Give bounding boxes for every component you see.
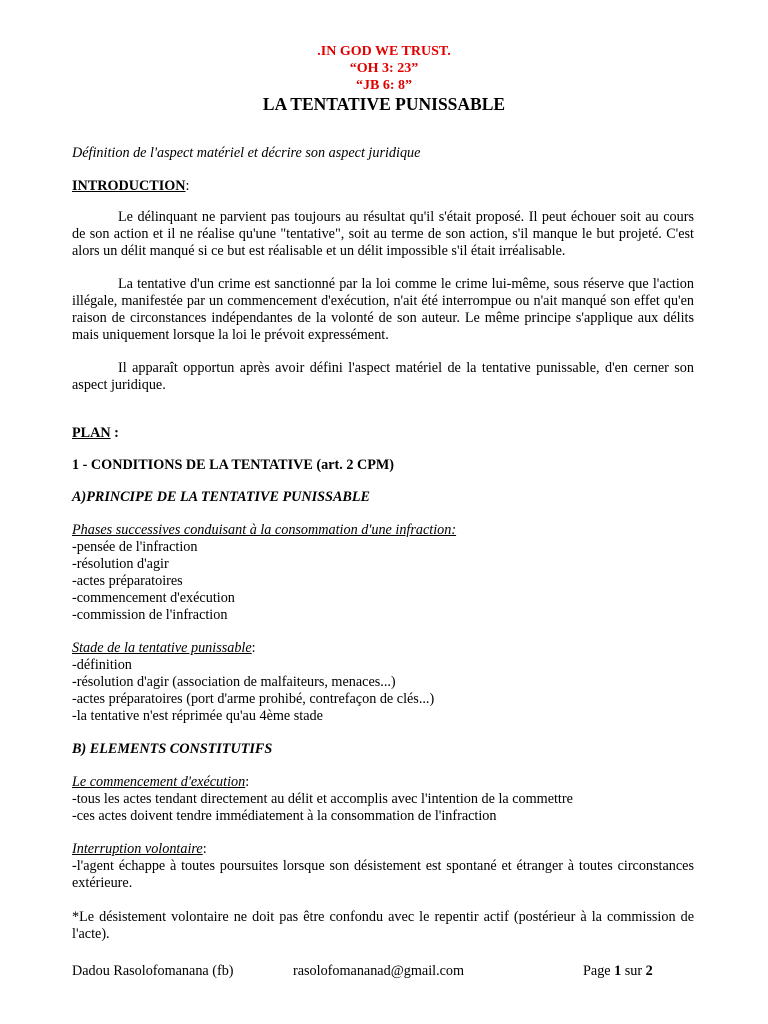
introduction-heading-text: INTRODUCTION	[72, 178, 186, 194]
phases-item: -actes préparatoires	[72, 573, 183, 589]
commencement-block	[72, 774, 694, 825]
interruption-heading	[72, 841, 694, 858]
motto-line-3: “JB 6: 8”	[356, 78, 412, 93]
footer-page-label: Page	[583, 963, 615, 979]
subsection-a-heading: A)PRINCIPE DE LA TENTATIVE PUNISSABLE	[72, 489, 371, 505]
stade-heading	[72, 640, 694, 657]
desistement-note: *Le désistement volontaire ne doit pas être confondu avec le repentir actif (postérieur à la commission de l'acte).	[72, 909, 694, 942]
intro-paragraph-3: Il apparaît opportun après avoir défini l'aspect matériel de la tentative punissable, d'en cerner son aspect juridique.	[72, 360, 694, 393]
stade-heading-text: Stade de la tentative punissable	[72, 640, 252, 656]
footer-page-total: 2	[645, 963, 653, 979]
commencement-item: -ces actes doivent tendre immédiatement à la consommation de l'infraction	[72, 808, 497, 824]
intro-paragraph-1: Le délinquant ne parvient pas toujours au résultat qu'il s'était proposé. Il peut échouer soit au cours de son action et il ne réalise qu'une "tentative", soit au terme de son action, s'il manque le but projeté. C'est alors un délit manqué si ce but est réalisable et un délit impossible s'il était irréalisable.	[72, 209, 694, 259]
commencement-heading-suffix: :	[245, 774, 250, 790]
section-1-heading: 1 - CONDITIONS DE LA TENTATIVE (art. 2 CPM)	[72, 457, 394, 473]
interruption-heading-text: Interruption volontaire	[72, 841, 203, 857]
commencement-heading	[72, 774, 694, 791]
phases-heading: Phases successives conduisant à la consommation d'une infraction:	[72, 522, 457, 538]
phases-item: -commencement d'exécution	[72, 590, 235, 606]
motto-line-1: .IN GOD WE TRUST.	[317, 44, 451, 59]
document-title: LA TENTATIVE PUNISSABLE	[262, 94, 506, 114]
stade-item: -résolution d'agir (association de malfaiteurs, menaces...)	[72, 674, 396, 690]
footer-page-current: 1	[614, 963, 622, 979]
interruption-text: -l'agent échappe à toutes poursuites lorsque son désistement est spontané et étranger à toutes circonstances extérieure.	[72, 858, 694, 891]
phases-item: -commission de l'infraction	[72, 607, 228, 623]
commencement-item: -tous les actes tendant directement au délit et accomplis avec l'intention de la commettre	[72, 791, 573, 807]
footer-email: rasolofomananad@gmail.com	[293, 963, 465, 979]
phases-block	[72, 522, 694, 624]
stade-heading-suffix: :	[251, 640, 256, 656]
interruption-heading-suffix: :	[202, 841, 207, 857]
footer-author: Dadou Rasolofomanana (fb)	[72, 963, 234, 979]
intro-paragraph-2: La tentative d'un crime est sanctionné par la loi comme le crime lui-même, sous réserve que l'action illégale, manifestée par un commencement d'exécution, n'ait été interrompue ou n'ait manqué son effet qu'en raison de circonstances indépendantes de la volonté de son auteur. Le même principe s'applique aux délits mais uniquement lorsque la loi le prévoit expressément.	[72, 276, 694, 343]
plan-heading-suffix: :	[110, 425, 119, 441]
subsection-b-heading: B) ELEMENTS CONSTITUTIFS	[72, 741, 273, 757]
stade-item: -actes préparatoires (port d'arme prohibé, contrefaçon de clés...)	[72, 691, 435, 707]
footer-page-sep: sur	[621, 963, 646, 979]
plan-heading	[72, 425, 694, 442]
commencement-heading-text: Le commencement d'exécution	[72, 774, 246, 790]
footer-page-number	[583, 963, 653, 980]
stade-block	[72, 640, 694, 725]
subtitle: Définition de l'aspect matériel et décrire son aspect juridique	[72, 145, 421, 161]
stade-item: -la tentative n'est réprimée qu'au 4ème stade	[72, 708, 323, 724]
introduction-heading-suffix: :	[185, 178, 190, 194]
stade-item: -définition	[72, 657, 132, 673]
motto-line-2: “OH 3: 23”	[349, 61, 419, 76]
phases-item: -résolution d'agir	[72, 556, 169, 572]
plan-heading-text: PLAN	[72, 425, 111, 441]
introduction-heading	[72, 178, 694, 195]
phases-item: -pensée de l'infraction	[72, 539, 198, 555]
